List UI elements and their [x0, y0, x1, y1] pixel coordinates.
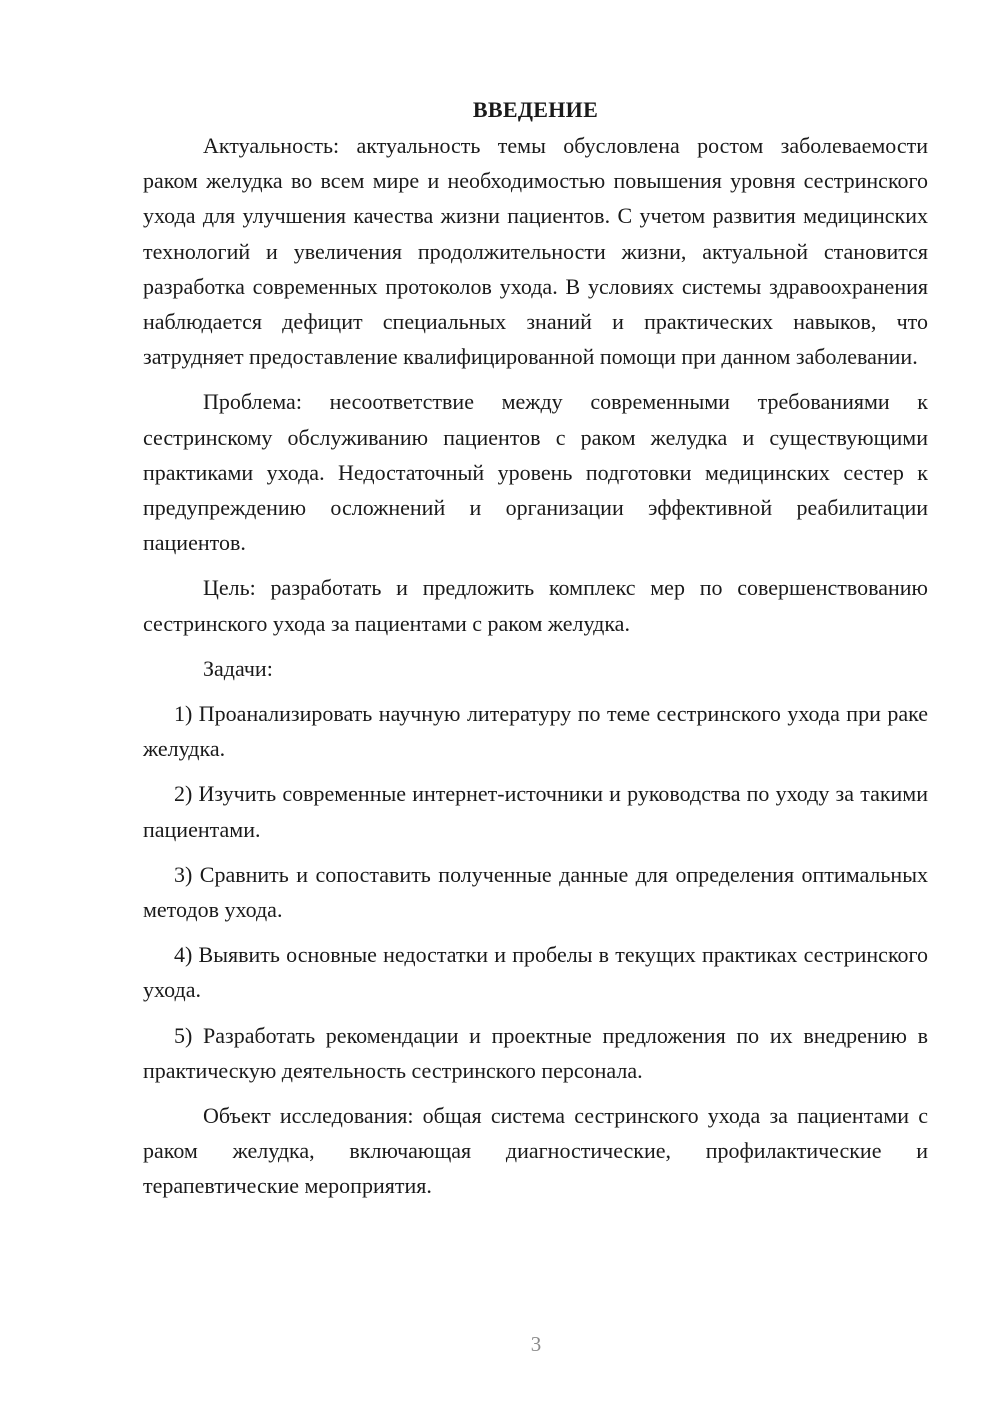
- task-item: 4) Выявить основные недостатки и пробелы в текущих практиках сестринского ухода.: [143, 942, 928, 1003]
- problem-paragraph: Проблема: несоответствие между современными требованиями к сестринскому обслуживанию пациентов с раком желудка и существующими практиками ухода. Недостаточный уровень подготовки медицинских сестер к предупреждению осложнений и организации эффективной реабилитации пациентов.: [143, 389, 928, 556]
- page-number: 3: [530, 1332, 542, 1356]
- task-item: 1) Проанализировать научную литературу по теме сестринского ухода при раке желудка.: [143, 701, 928, 762]
- document-page: [143, 92, 928, 1204]
- goal-paragraph: Цель: разработать и предложить комплекс мер по совершенствованию сестринского ухода за пациентами с раком желудка.: [143, 575, 928, 636]
- relevance-paragraph: Актуальность: актуальность темы обусловлена ростом заболеваемости раком желудка во всем мире и необходимостью повышения уровня сестринского ухода для улучшения качества жизни пациентов. С учетом развития медицинских технологий и увеличения продолжительности жизни, актуальной становится разработка современных протоколов ухода. В условиях системы здравоохранения наблюдается дефицит специальных знаний и практических навыков, что затрудняет предоставление квалифицированной помощи при данном заболевании.: [143, 133, 928, 370]
- task-item: 3) Сравнить и сопоставить полученные данные для определения оптимальных методов ухода.: [143, 861, 928, 923]
- section-heading: ВВЕДЕНИЕ: [472, 97, 599, 122]
- task-item: 5) Разработать рекомендации и проектные предложения по их внедрению в практическую деятельность сестринского персонала.: [143, 1022, 928, 1083]
- task-item: 2) Изучить современные интернет-источники и руководства по уходу за такими пациентами.: [143, 781, 928, 842]
- tasks-heading: Задачи:: [203, 655, 273, 681]
- object-paragraph: Объект исследования: общая система сестринского ухода за пациентами с раком желудка, включающая диагностические, профилактические и терапевтические мероприятия.: [143, 1103, 928, 1199]
